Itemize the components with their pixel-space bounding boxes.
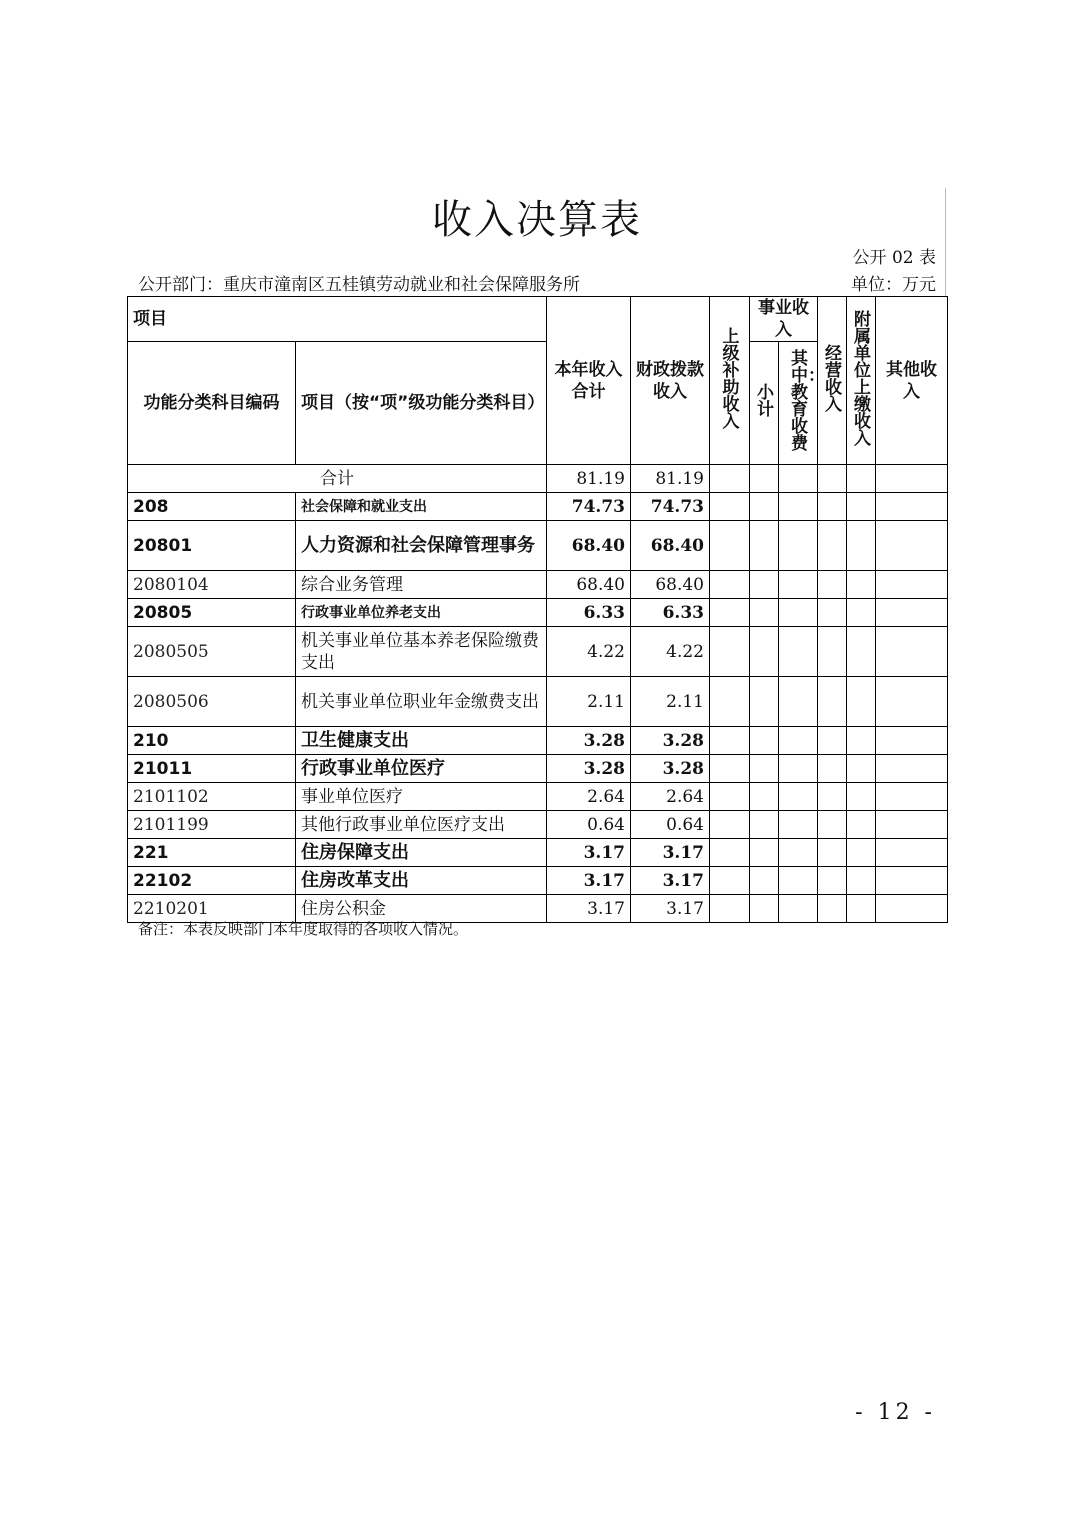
department-label: 公开部门：重庆市潼南区五桂镇劳动就业和社会保障服务所	[138, 275, 580, 295]
row-total: 74.73	[547, 493, 631, 521]
row-code: 2080505	[128, 627, 296, 677]
row-code: 20805	[128, 599, 296, 627]
header-fiscal: 财政拨款收入	[631, 297, 710, 465]
row-name: 其他行政事业单位医疗支出	[296, 811, 547, 839]
row-name: 机关事业单位基本养老保险缴费支出	[296, 627, 547, 677]
row-name: 卫生健康支出	[296, 727, 547, 755]
row-total: 3.17	[547, 839, 631, 867]
row-fiscal: 2.11	[631, 677, 710, 727]
row-code: 2101102	[128, 783, 296, 811]
header-item: 项目	[128, 297, 547, 342]
total-income-cell: 81.19	[547, 465, 631, 493]
row-name: 事业单位医疗	[296, 783, 547, 811]
row-fiscal: 0.64	[631, 811, 710, 839]
table-row	[128, 783, 948, 811]
header-affiliated: 附属单位上缴收入	[854, 309, 871, 449]
row-code: 2210201	[128, 895, 296, 923]
table-row	[128, 867, 948, 895]
header-superior: 上级补助收入	[722, 326, 740, 432]
table-row	[128, 571, 948, 599]
row-total: 68.40	[547, 521, 631, 571]
table-code: 公开 02 表	[852, 248, 936, 268]
row-total: 2.11	[547, 677, 631, 727]
header-func-code: 功能分类科目编码	[128, 342, 296, 465]
table-row	[128, 677, 948, 727]
income-table	[127, 296, 948, 923]
table-row	[128, 493, 948, 521]
table-row	[128, 599, 948, 627]
row-name: 机关事业单位职业年金缴费支出	[296, 677, 547, 727]
row-fiscal: 74.73	[631, 493, 710, 521]
row-code: 221	[128, 839, 296, 867]
header-subtotal: 小计	[757, 383, 774, 420]
row-fiscal: 6.33	[631, 599, 710, 627]
row-fiscal: 3.17	[631, 839, 710, 867]
row-code: 2101199	[128, 811, 296, 839]
row-name: 综合业务管理	[296, 571, 547, 599]
header-func-name: 项目（按“项”级功能分类科目）	[296, 342, 547, 465]
row-fiscal: 4.22	[631, 627, 710, 677]
table-note: 备注：本表反映部门本年度取得的各项收入情况。	[138, 920, 469, 938]
row-code: 208	[128, 493, 296, 521]
row-name: 行政事业单位养老支出	[296, 599, 547, 627]
total-label: 合计	[128, 465, 547, 493]
row-fiscal: 68.40	[631, 571, 710, 599]
row-fiscal: 3.17	[631, 867, 710, 895]
table-row	[128, 839, 948, 867]
row-name: 社会保障和就业支出	[296, 493, 547, 521]
row-total: 3.17	[547, 895, 631, 923]
row-total: 2.64	[547, 783, 631, 811]
header-total-income: 本年收入合计	[547, 297, 631, 465]
total-fiscal-cell: 81.19	[631, 465, 710, 493]
page-title: 收入决算表	[432, 197, 642, 243]
table-row	[128, 627, 948, 677]
table-row	[128, 727, 948, 755]
total-row	[128, 465, 948, 493]
row-code: 22102	[128, 867, 296, 895]
row-total: 0.64	[547, 811, 631, 839]
row-name: 行政事业单位医疗	[296, 755, 547, 783]
page-number: - 12 -	[855, 1400, 936, 1425]
row-name: 住房保障支出	[296, 839, 547, 867]
row-code: 2080506	[128, 677, 296, 727]
header-edu-fee: 其中：教育收费	[791, 349, 825, 454]
row-fiscal: 3.17	[631, 895, 710, 923]
header-business: 事业收入	[750, 297, 818, 342]
table-row	[128, 755, 948, 783]
row-fiscal: 3.28	[631, 755, 710, 783]
row-name: 住房改革支出	[296, 867, 547, 895]
row-total: 3.28	[547, 755, 631, 783]
row-code: 210	[128, 727, 296, 755]
row-name: 人力资源和社会保障管理事务	[296, 521, 547, 571]
row-code: 20801	[128, 521, 296, 571]
row-total: 3.28	[547, 727, 631, 755]
table-row	[128, 811, 948, 839]
row-total: 68.40	[547, 571, 631, 599]
row-fiscal: 68.40	[631, 521, 710, 571]
unit-label: 单位：万元	[851, 275, 936, 295]
header-other: 其他收入	[876, 297, 948, 465]
row-total: 4.22	[547, 627, 631, 677]
row-code: 21011	[128, 755, 296, 783]
row-fiscal: 2.64	[631, 783, 710, 811]
row-total: 6.33	[547, 599, 631, 627]
row-fiscal: 3.28	[631, 727, 710, 755]
row-code: 2080104	[128, 571, 296, 599]
table-row	[128, 521, 948, 571]
header-operating: 经营收入	[825, 343, 842, 415]
row-name: 住房公积金	[296, 895, 547, 923]
row-total: 3.17	[547, 867, 631, 895]
